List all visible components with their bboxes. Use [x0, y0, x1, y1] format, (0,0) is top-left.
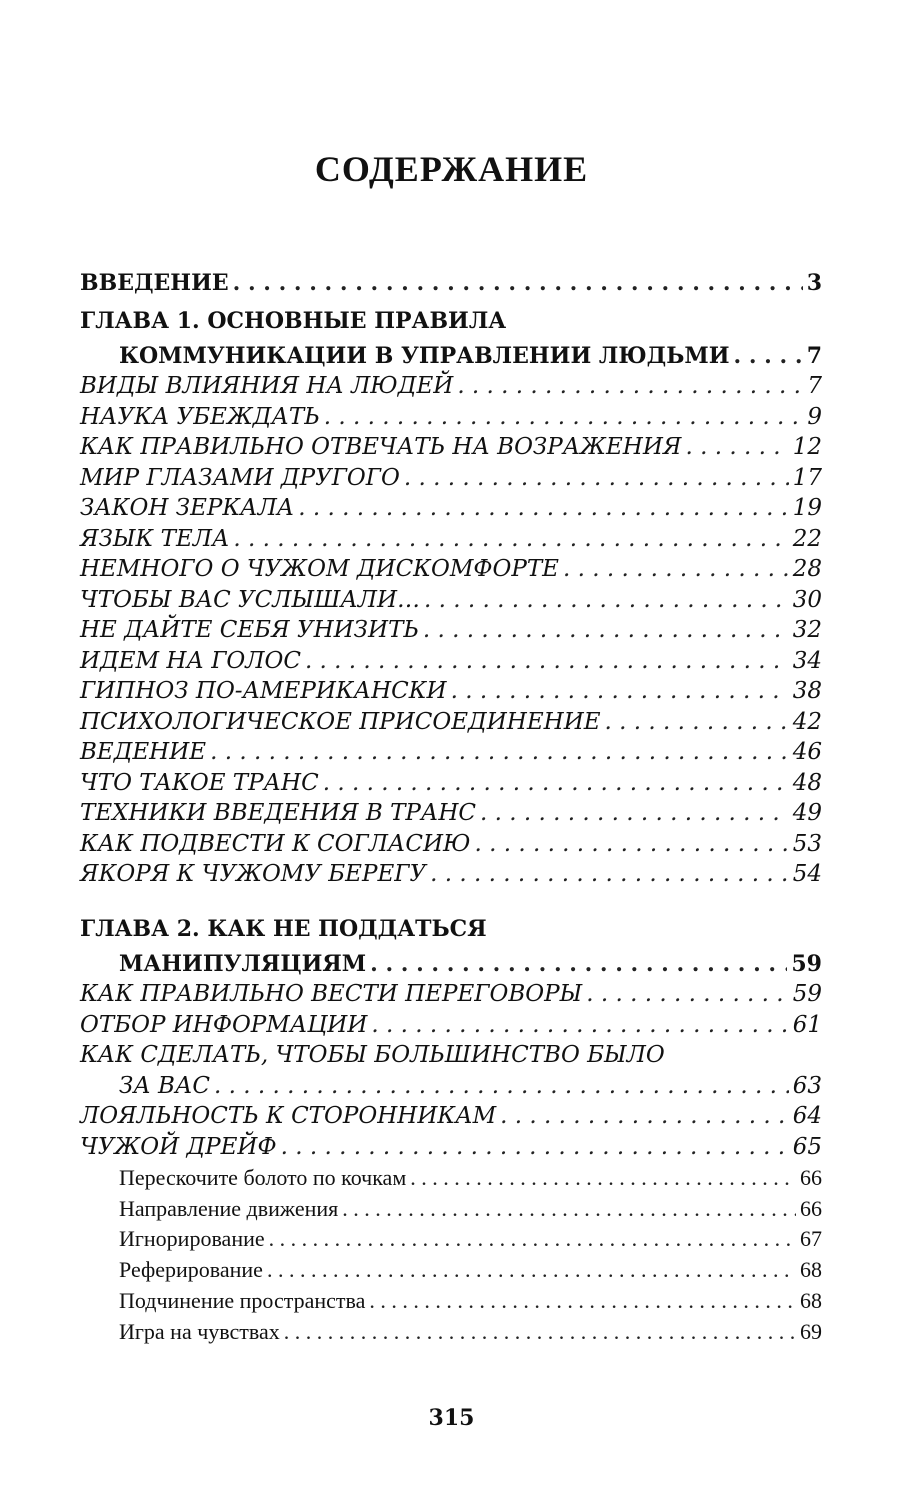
toc-entry: НЕ ДАЙТЕ СЕБЯ УНИЗИТЬ . . . 32: [80, 617, 822, 647]
toc-entry: МИР ГЛАЗАМИ ДРУГОГО . . . 17: [80, 465, 822, 495]
page-number: 315: [428, 1405, 475, 1431]
toc-entry: ТЕХНИКИ ВВЕДЕНИЯ В ТРАНС . . . 49: [80, 800, 822, 830]
toc-entry: ВИДЫ ВЛИЯНИЯ НА ЛЮДЕЙ . . . 7: [80, 373, 822, 403]
toc-entry: КАК ПРАВИЛЬНО ОТВЕЧАТЬ НА ВОЗРАЖЕНИЯ . . . 12: [80, 434, 822, 464]
toc-entry: ИДЕМ НА ГОЛОС . . . 34: [80, 648, 822, 678]
toc-entry: ЯЗЫК ТЕЛА . . . 22: [80, 526, 822, 556]
toc-entry: ЗАКОН ЗЕРКАЛА . . . 19: [80, 495, 822, 525]
toc-entry: НЕМНОГО О ЧУЖОМ ДИСКОМФОРТЕ . . . 28: [80, 556, 822, 586]
toc-entry: ПСИХОЛОГИЧЕСКОЕ ПРИСОЕДИНЕНИЕ . . . 42: [80, 709, 822, 739]
toc-entry: ЯКОРЯ К ЧУЖОМУ БЕРЕГУ . . . 54: [80, 861, 822, 891]
toc-entry: ЗА ВАС . . . 63: [119, 1073, 822, 1103]
toc-subentry: Игнорирование . . . 67: [119, 1226, 822, 1256]
toc-entry-first-line: КАК СДЕЛАТЬ, ЧТОБЫ БОЛЬШИНСТВО БЫЛО: [80, 1042, 665, 1068]
toc-entry: ЧУЖОЙ ДРЕЙФ . . . 65: [80, 1134, 822, 1164]
toc-entry: ЧТО ТАКОЕ ТРАНС . . . 48: [80, 770, 822, 800]
toc-subentry: Перескочите болото по кочкам . . . 66: [119, 1165, 822, 1195]
chapter-1-heading-cont: КОММУНИКАЦИИ В УПРАВЛЕНИИ ЛЮДЬМИ . . . 7: [119, 343, 822, 373]
toc-subentry: Реферирование . . . 68: [119, 1257, 822, 1287]
toc-entry: КАК ПОДВЕСТИ К СОГЛАСИЮ . . . 53: [80, 831, 822, 861]
toc-entry-introduction: ВВЕДЕНИЕ . . . 3: [80, 270, 822, 300]
toc-subentry: Подчинение пространства . . . 68: [119, 1288, 822, 1318]
chapter-2-heading-cont: МАНИПУЛЯЦИЯМ . . . 59: [119, 951, 822, 981]
toc-entry: ЛОЯЛЬНОСТЬ К СТОРОННИКАМ . . . 64: [80, 1103, 822, 1133]
page-title: СОДЕРЖАНИЕ: [314, 149, 589, 189]
toc-entry: ВЕДЕНИЕ . . . 46: [80, 739, 822, 769]
toc-entry: ОТБОР ИНФОРМАЦИИ . . . 61: [80, 1012, 822, 1042]
toc-subentry: Направление движения . . . 66: [119, 1196, 822, 1226]
toc-entry: КАК ПРАВИЛЬНО ВЕСТИ ПЕРЕГОВОРЫ . . . 59: [80, 981, 822, 1011]
toc-entry: ЧТОБЫ ВАС УСЛЫШАЛИ… . . . 30: [80, 587, 822, 617]
chapter-1-heading: ГЛАВА 1. ОСНОВНЫЕ ПРАВИЛА: [80, 308, 507, 334]
toc-entry: ГИПНОЗ ПО-АМЕРИКАНСКИ . . . 38: [80, 678, 822, 708]
toc-subentry: Игра на чувствах . . . 69: [119, 1319, 822, 1349]
toc-entry: НАУКА УБЕЖДАТЬ . . . 9: [80, 404, 822, 434]
chapter-2-heading: ГЛАВА 2. КАК НЕ ПОДДАТЬСЯ: [80, 916, 487, 942]
